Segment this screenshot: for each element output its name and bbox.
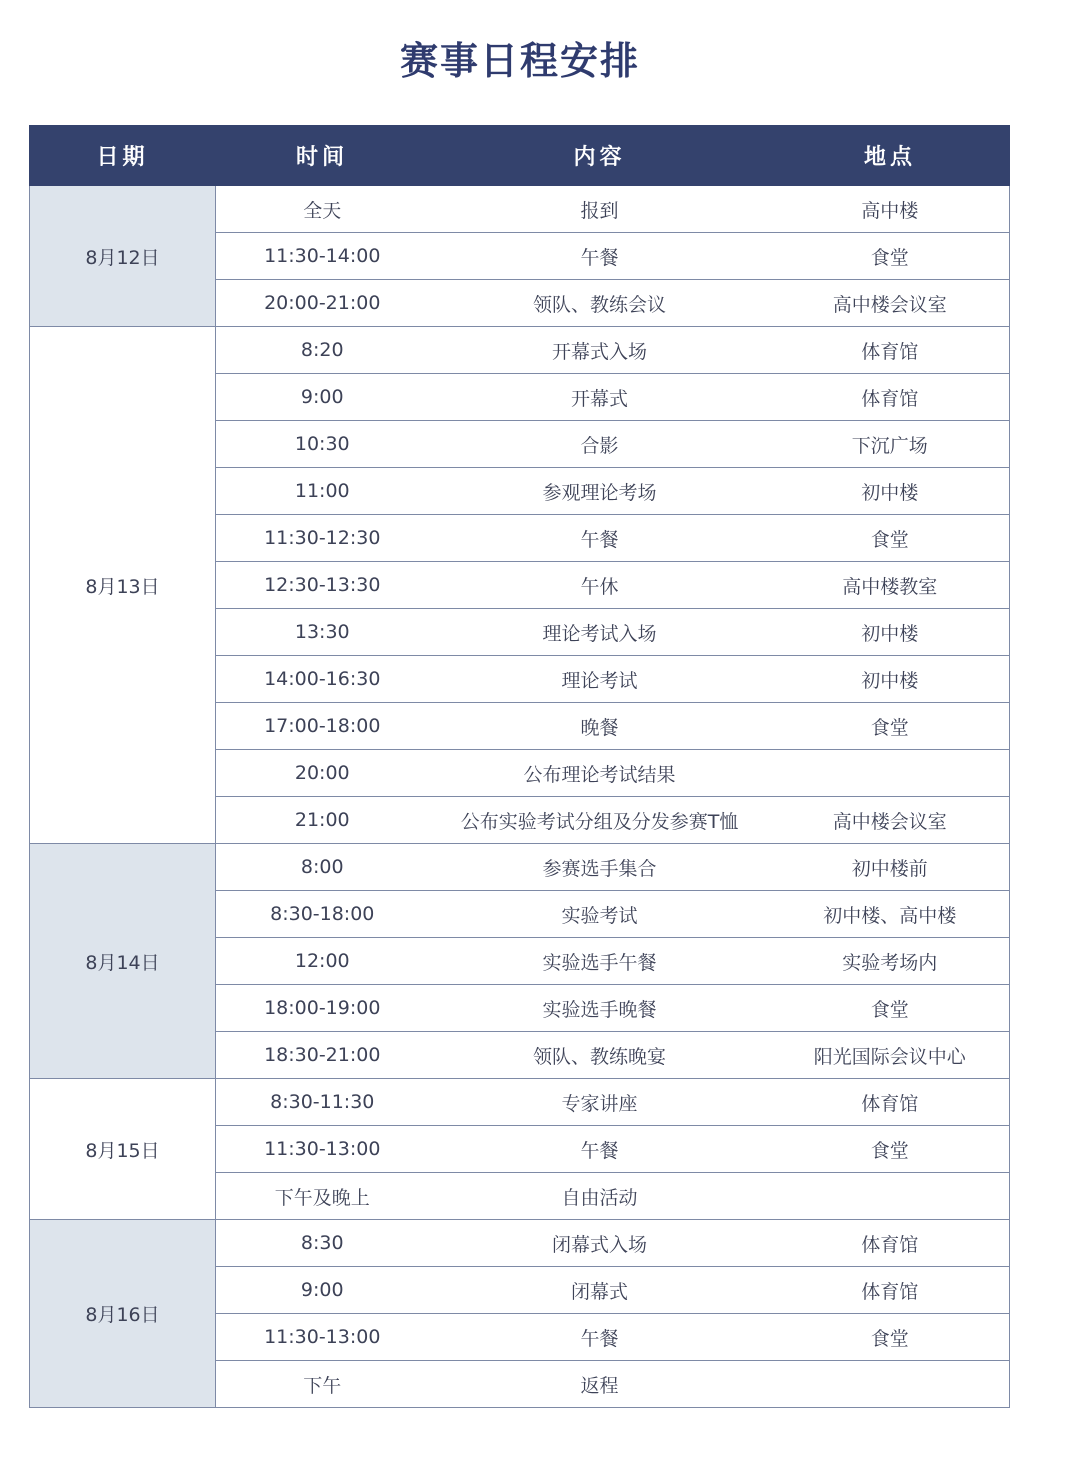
schedule-body: [30, 186, 1010, 1408]
content-cell: 参观理论考场: [429, 468, 771, 515]
content-cell: 领队、教练会议: [429, 280, 771, 327]
place-cell: 高中楼会议室: [771, 280, 1010, 327]
place-cell: [771, 1173, 1010, 1220]
place-cell: [771, 1361, 1010, 1408]
time-cell: 8:30: [216, 1220, 429, 1267]
content-cell: 理论考试: [429, 656, 771, 703]
place-cell: 初中楼: [771, 609, 1010, 656]
content-cell: 领队、教练晚宴: [429, 1032, 771, 1079]
content-cell: 报到: [429, 186, 771, 233]
content-cell: 公布实验考试分组及分发参赛T恤: [429, 797, 771, 844]
date-cell: 8月14日: [30, 844, 216, 1079]
content-cell: 自由活动: [429, 1173, 771, 1220]
content-cell: 返程: [429, 1361, 771, 1408]
time-cell: 下午及晚上: [216, 1173, 429, 1220]
place-cell: 阳光国际会议中心: [771, 1032, 1010, 1079]
place-cell: 初中楼前: [771, 844, 1010, 891]
time-cell: 8:30-18:00: [216, 891, 429, 938]
content-cell: 午餐: [429, 515, 771, 562]
place-cell: 下沉广场: [771, 421, 1010, 468]
content-cell: 公布理论考试结果: [429, 750, 771, 797]
header-date: 日期: [30, 126, 216, 186]
content-cell: 闭幕式: [429, 1267, 771, 1314]
place-cell: 高中楼会议室: [771, 797, 1010, 844]
date-cell: 8月15日: [30, 1079, 216, 1220]
place-cell: 体育馆: [771, 1220, 1010, 1267]
content-cell: 参赛选手集合: [429, 844, 771, 891]
place-cell: 初中楼、高中楼: [771, 891, 1010, 938]
place-cell: 食堂: [771, 985, 1010, 1032]
place-cell: 实验考场内: [771, 938, 1010, 985]
time-cell: 12:30-13:30: [216, 562, 429, 609]
table-row: [30, 327, 1010, 374]
place-cell: 食堂: [771, 703, 1010, 750]
header-row: [30, 126, 1010, 186]
time-cell: 8:00: [216, 844, 429, 891]
time-cell: 18:00-19:00: [216, 985, 429, 1032]
content-cell: 理论考试入场: [429, 609, 771, 656]
time-cell: 11:30-12:30: [216, 515, 429, 562]
time-cell: 全天: [216, 186, 429, 233]
content-cell: 开幕式入场: [429, 327, 771, 374]
place-cell: 体育馆: [771, 1267, 1010, 1314]
place-cell: 食堂: [771, 1314, 1010, 1361]
header-time: 时间: [216, 126, 429, 186]
place-cell: 体育馆: [771, 327, 1010, 374]
table-row: [30, 1220, 1010, 1267]
time-cell: 21:00: [216, 797, 429, 844]
schedule-table: [29, 125, 1010, 1408]
time-cell: 9:00: [216, 374, 429, 421]
header-place: 地点: [771, 126, 1010, 186]
table-row: [30, 1079, 1010, 1126]
page-title: 赛事日程安排: [399, 39, 640, 83]
date-cell: 8月13日: [30, 327, 216, 844]
content-cell: 实验选手午餐: [429, 938, 771, 985]
place-cell: 食堂: [771, 515, 1010, 562]
content-cell: 午休: [429, 562, 771, 609]
time-cell: 10:30: [216, 421, 429, 468]
time-cell: 18:30-21:00: [216, 1032, 429, 1079]
time-cell: 14:00-16:30: [216, 656, 429, 703]
place-cell: [771, 750, 1010, 797]
place-cell: 食堂: [771, 1126, 1010, 1173]
place-cell: 体育馆: [771, 374, 1010, 421]
place-cell: 食堂: [771, 233, 1010, 280]
place-cell: 初中楼: [771, 468, 1010, 515]
content-cell: 专家讲座: [429, 1079, 771, 1126]
content-cell: 晚餐: [429, 703, 771, 750]
place-cell: 体育馆: [771, 1079, 1010, 1126]
time-cell: 20:00-21:00: [216, 280, 429, 327]
header-content: 内容: [429, 126, 771, 186]
content-cell: 闭幕式入场: [429, 1220, 771, 1267]
time-cell: 8:20: [216, 327, 429, 374]
content-cell: 实验选手晚餐: [429, 985, 771, 1032]
content-cell: 午餐: [429, 1126, 771, 1173]
content-cell: 午餐: [429, 1314, 771, 1361]
time-cell: 11:30-13:00: [216, 1314, 429, 1361]
time-cell: 下午: [216, 1361, 429, 1408]
place-cell: 初中楼: [771, 656, 1010, 703]
time-cell: 11:30-13:00: [216, 1126, 429, 1173]
content-cell: 合影: [429, 421, 771, 468]
content-cell: 实验考试: [429, 891, 771, 938]
content-cell: 午餐: [429, 233, 771, 280]
time-cell: 11:00: [216, 468, 429, 515]
content-cell: 开幕式: [429, 374, 771, 421]
time-cell: 20:00: [216, 750, 429, 797]
place-cell: 高中楼教室: [771, 562, 1010, 609]
place-cell: 高中楼: [771, 186, 1010, 233]
time-cell: 12:00: [216, 938, 429, 985]
time-cell: 11:30-14:00: [216, 233, 429, 280]
date-cell: 8月16日: [30, 1220, 216, 1408]
time-cell: 9:00: [216, 1267, 429, 1314]
table-row: [30, 186, 1010, 233]
table-row: [30, 844, 1010, 891]
time-cell: 8:30-11:30: [216, 1079, 429, 1126]
date-cell: 8月12日: [30, 186, 216, 327]
time-cell: 13:30: [216, 609, 429, 656]
time-cell: 17:00-18:00: [216, 703, 429, 750]
